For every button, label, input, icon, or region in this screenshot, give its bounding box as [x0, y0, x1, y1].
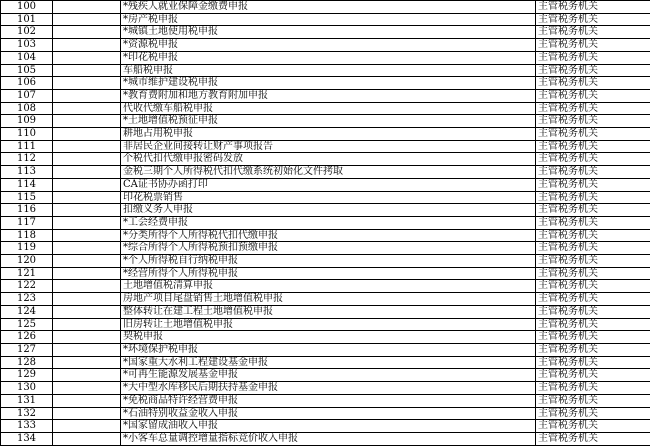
- row-number: 119: [1, 242, 53, 255]
- service-item-name: 代收代缴车船税申报: [121, 102, 536, 115]
- table-row: [1, 229, 650, 242]
- service-item-name: 契税申报: [121, 331, 536, 344]
- empty-cell: [53, 51, 121, 64]
- service-item-name: *城镇土地使用税申报: [121, 26, 536, 39]
- service-item-name: *教育费附加和地方教育附加申报: [121, 89, 536, 102]
- handling-authority: 主管税务机关: [536, 267, 650, 280]
- service-item-name: *石油特别收益金收入申报: [121, 407, 536, 420]
- empty-cell: [53, 178, 121, 191]
- table-row: [1, 242, 650, 255]
- table-row: [1, 140, 650, 153]
- table-row: [1, 382, 650, 395]
- table-row: [1, 39, 650, 52]
- row-number: 116: [1, 204, 53, 217]
- empty-cell: [53, 39, 121, 52]
- row-number: 111: [1, 140, 53, 153]
- empty-cell: [53, 318, 121, 331]
- empty-cell: [53, 242, 121, 255]
- service-item-name: *免税商品特许经营费申报: [121, 394, 536, 407]
- table-row: [1, 267, 650, 280]
- handling-authority: 主管税务机关: [536, 432, 650, 445]
- empty-cell: [53, 382, 121, 395]
- service-item-name: 旧房转让土地增值税申报: [121, 318, 536, 331]
- service-item-name: 印花税票销售: [121, 191, 536, 204]
- empty-cell: [53, 140, 121, 153]
- handling-authority: 主管税务机关: [536, 305, 650, 318]
- service-item-name: *小客车总量调控增量指标竞价收入申报: [121, 432, 536, 445]
- service-item-name: 耕地占用税申报: [121, 128, 536, 141]
- service-item-name: 个税代扣代缴申报密码发放: [121, 153, 536, 166]
- service-item-name: 车船税申报: [121, 64, 536, 77]
- table-row: [1, 128, 650, 141]
- service-item-name: CA证书协办函打印: [121, 178, 536, 191]
- table-row: [1, 102, 650, 115]
- table-row: [1, 77, 650, 90]
- empty-cell: [53, 356, 121, 369]
- service-item-name: *印花税申报: [121, 51, 536, 64]
- empty-cell: [53, 394, 121, 407]
- service-item-name: 非居民企业间接转让财产事项报告: [121, 140, 536, 153]
- empty-cell: [53, 1, 121, 14]
- table-row: [1, 115, 650, 128]
- empty-cell: [53, 407, 121, 420]
- table-row: [1, 356, 650, 369]
- empty-cell: [53, 331, 121, 344]
- row-number: 112: [1, 153, 53, 166]
- service-item-name: 整体转让在建工程土地增值税申报: [121, 305, 536, 318]
- service-item-name: *可再生能源发展基金申报: [121, 369, 536, 382]
- row-number: 102: [1, 26, 53, 39]
- service-item-name: *综合所得个人所得税预扣预缴申报: [121, 242, 536, 255]
- service-item-name: *环境保护税申报: [121, 343, 536, 356]
- empty-cell: [53, 420, 121, 433]
- table-row: [1, 1, 650, 14]
- row-number: 127: [1, 343, 53, 356]
- handling-authority: 主管税务机关: [536, 293, 650, 306]
- empty-cell: [53, 26, 121, 39]
- handling-authority: 主管税务机关: [536, 191, 650, 204]
- empty-cell: [53, 115, 121, 128]
- handling-authority: 主管税务机关: [536, 356, 650, 369]
- empty-cell: [53, 255, 121, 268]
- service-item-name: *分类所得个人所得税代扣代缴申报: [121, 229, 536, 242]
- row-number: 126: [1, 331, 53, 344]
- empty-cell: [53, 64, 121, 77]
- table-body: [1, 1, 650, 446]
- table-row: [1, 394, 650, 407]
- empty-cell: [53, 191, 121, 204]
- handling-authority: 主管税务机关: [536, 26, 650, 39]
- row-number: 104: [1, 51, 53, 64]
- empty-cell: [53, 216, 121, 229]
- empty-cell: [53, 369, 121, 382]
- row-number: 108: [1, 102, 53, 115]
- handling-authority: 主管税务机关: [536, 229, 650, 242]
- service-item-name: 扣缴义务人申报: [121, 204, 536, 217]
- service-item-name: *资源税申报: [121, 39, 536, 52]
- table-row: [1, 293, 650, 306]
- handling-authority: 主管税务机关: [536, 242, 650, 255]
- handling-authority: 主管税务机关: [536, 382, 650, 395]
- handling-authority: 主管税务机关: [536, 216, 650, 229]
- empty-cell: [53, 77, 121, 90]
- table-row: [1, 369, 650, 382]
- handling-authority: 主管税务机关: [536, 407, 650, 420]
- table-row: [1, 178, 650, 191]
- table-row: [1, 166, 650, 179]
- row-number: 124: [1, 305, 53, 318]
- service-item-name: *残疾人就业保障金缴费申报: [121, 1, 536, 14]
- table-row: [1, 204, 650, 217]
- handling-authority: 主管税务机关: [536, 115, 650, 128]
- row-number: 120: [1, 255, 53, 268]
- row-number: 115: [1, 191, 53, 204]
- handling-authority: 主管税务机关: [536, 420, 650, 433]
- empty-cell: [53, 229, 121, 242]
- row-number: 110: [1, 128, 53, 141]
- service-item-name: *城市维护建设税申报: [121, 77, 536, 90]
- empty-cell: [53, 305, 121, 318]
- table-row: [1, 280, 650, 293]
- row-number: 109: [1, 115, 53, 128]
- service-item-name: *国家留成油收入申报: [121, 420, 536, 433]
- handling-authority: 主管税务机关: [536, 255, 650, 268]
- handling-authority: 主管税务机关: [536, 1, 650, 14]
- table-row: [1, 331, 650, 344]
- handling-authority: 主管税务机关: [536, 343, 650, 356]
- empty-cell: [53, 166, 121, 179]
- handling-authority: 主管税务机关: [536, 153, 650, 166]
- table-row: [1, 343, 650, 356]
- handling-authority: 主管税务机关: [536, 39, 650, 52]
- row-number: 106: [1, 77, 53, 90]
- table-row: [1, 191, 650, 204]
- service-item-name: 土地增值税清算申报: [121, 280, 536, 293]
- handling-authority: 主管税务机关: [536, 178, 650, 191]
- row-number: 105: [1, 64, 53, 77]
- service-item-name: *大中型水库移民后期扶持基金申报: [121, 382, 536, 395]
- table-row: [1, 318, 650, 331]
- row-number: 130: [1, 382, 53, 395]
- empty-cell: [53, 432, 121, 445]
- table-row: [1, 153, 650, 166]
- empty-cell: [53, 128, 121, 141]
- row-number: 101: [1, 13, 53, 26]
- handling-authority: 主管税务机关: [536, 318, 650, 331]
- handling-authority: 主管税务机关: [536, 166, 650, 179]
- row-number: 121: [1, 267, 53, 280]
- row-number: 133: [1, 420, 53, 433]
- service-item-name: *个人所得税自行纳税申报: [121, 255, 536, 268]
- row-number: 113: [1, 166, 53, 179]
- handling-authority: 主管税务机关: [536, 64, 650, 77]
- table-row: [1, 432, 650, 445]
- handling-authority: 主管税务机关: [536, 128, 650, 141]
- row-number: 114: [1, 178, 53, 191]
- empty-cell: [53, 293, 121, 306]
- table-row: [1, 26, 650, 39]
- handling-authority: 主管税务机关: [536, 77, 650, 90]
- service-item-name: 房地产项目尾盘销售土地增值税申报: [121, 293, 536, 306]
- empty-cell: [53, 89, 121, 102]
- service-item-name: *国家重大水利工程建设基金申报: [121, 356, 536, 369]
- handling-authority: 主管税务机关: [536, 102, 650, 115]
- row-number: 125: [1, 318, 53, 331]
- row-number: 122: [1, 280, 53, 293]
- handling-authority: 主管税务机关: [536, 13, 650, 26]
- row-number: 118: [1, 229, 53, 242]
- table-row: [1, 89, 650, 102]
- handling-authority: 主管税务机关: [536, 369, 650, 382]
- handling-authority: 主管税务机关: [536, 331, 650, 344]
- table-row: [1, 407, 650, 420]
- empty-cell: [53, 102, 121, 115]
- empty-cell: [53, 267, 121, 280]
- row-number: 100: [1, 1, 53, 14]
- service-item-name: *经营所得个人所得税申报: [121, 267, 536, 280]
- empty-cell: [53, 280, 121, 293]
- table-row: [1, 420, 650, 433]
- table-row: [1, 255, 650, 268]
- handling-authority: 主管税务机关: [536, 140, 650, 153]
- handling-authority: 主管税务机关: [536, 89, 650, 102]
- row-number: 123: [1, 293, 53, 306]
- table-row: [1, 216, 650, 229]
- row-number: 129: [1, 369, 53, 382]
- handling-authority: 主管税务机关: [536, 204, 650, 217]
- row-number: 103: [1, 39, 53, 52]
- table-row: [1, 305, 650, 318]
- handling-authority: 主管税务机关: [536, 394, 650, 407]
- table-row: [1, 13, 650, 26]
- row-number: 132: [1, 407, 53, 420]
- handling-authority: 主管税务机关: [536, 51, 650, 64]
- service-item-name: 金税三期个人所得税代扣代缴系统初始化文件拷取: [121, 166, 536, 179]
- table-row: [1, 51, 650, 64]
- row-number: 128: [1, 356, 53, 369]
- row-number: 131: [1, 394, 53, 407]
- row-number: 117: [1, 216, 53, 229]
- empty-cell: [53, 13, 121, 26]
- empty-cell: [53, 153, 121, 166]
- row-number: 134: [1, 432, 53, 445]
- service-item-name: *工会经费申报: [121, 216, 536, 229]
- handling-authority: 主管税务机关: [536, 280, 650, 293]
- empty-cell: [53, 343, 121, 356]
- service-item-name: *土地增值税预征申报: [121, 115, 536, 128]
- service-item-name: *房产税申报: [121, 13, 536, 26]
- row-number: 107: [1, 89, 53, 102]
- empty-cell: [53, 204, 121, 217]
- table-row: [1, 64, 650, 77]
